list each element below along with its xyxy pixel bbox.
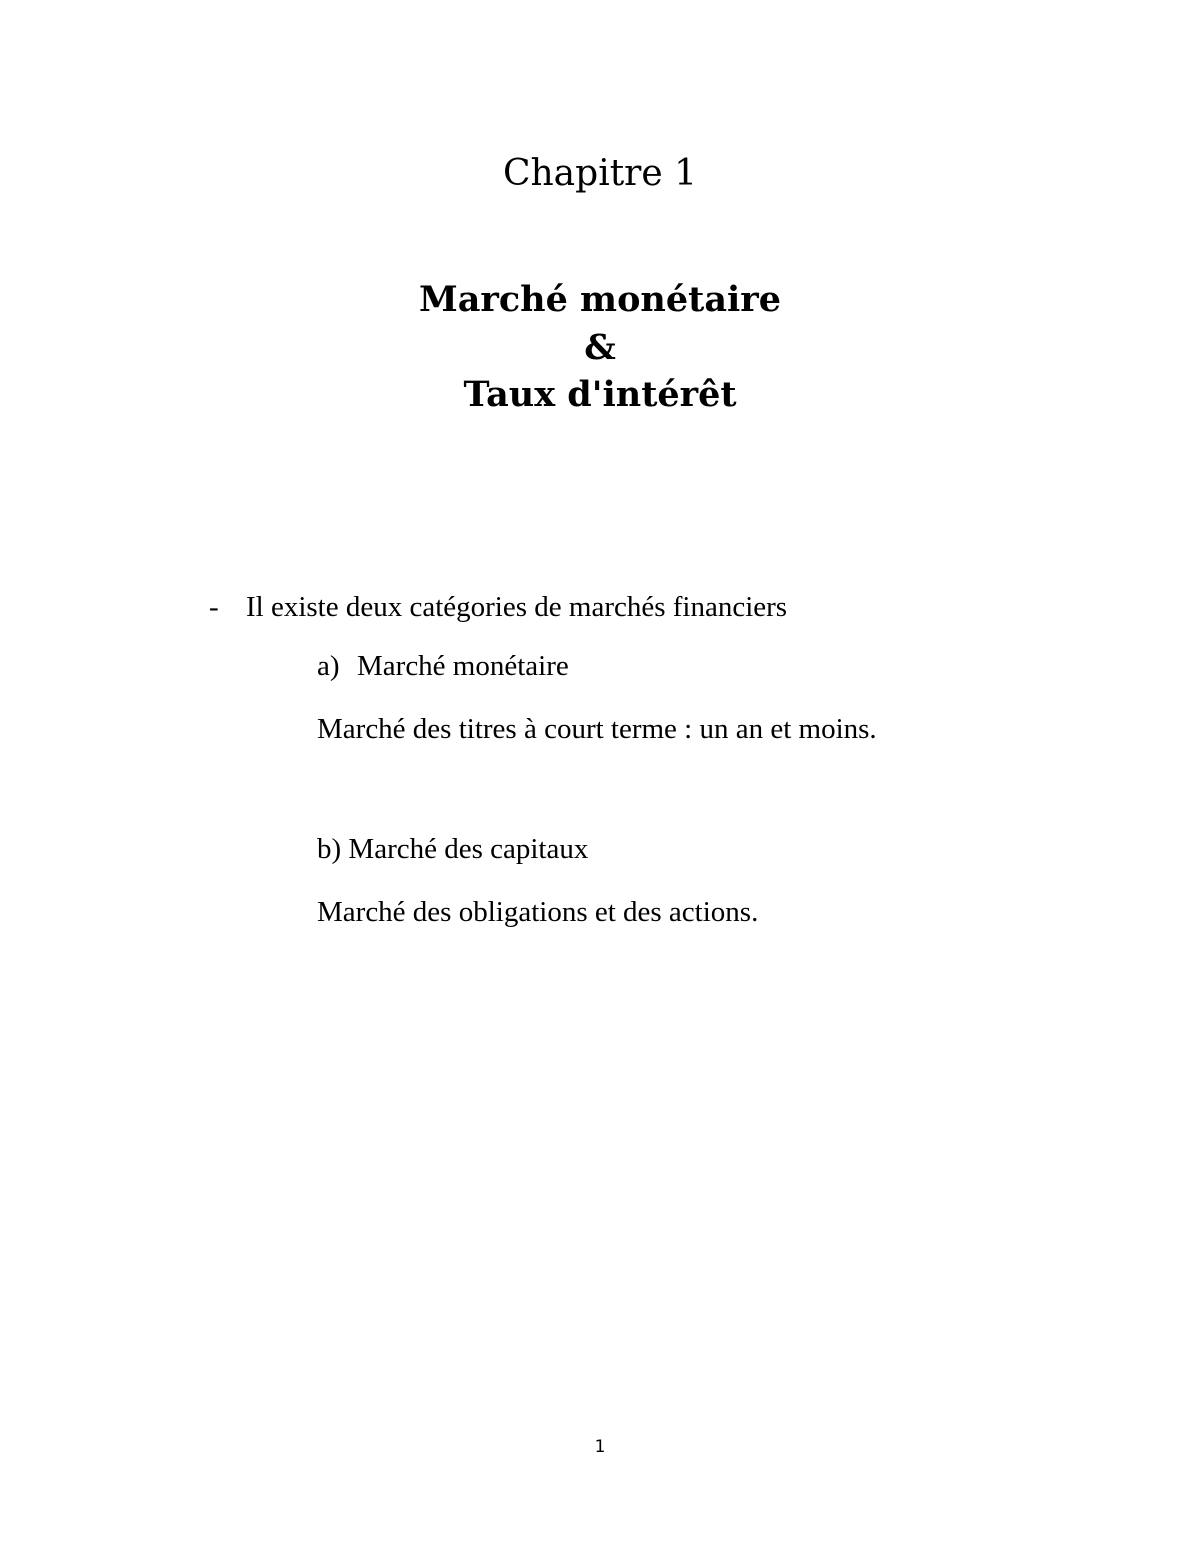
- page-number: 1: [594, 1437, 606, 1457]
- list-item-b-description: Marché des obligations et des actions.: [317, 896, 759, 928]
- list-item-a-title: Marché monétaire: [357, 650, 569, 682]
- chapter-heading: Chapitre 1: [502, 153, 698, 194]
- list-item-a-description: Marché des titres à court terme : un an et moins.: [317, 713, 877, 745]
- list-item-a-marker: a): [317, 650, 340, 682]
- bullet-marker: -: [209, 591, 219, 623]
- title-line-2: Taux d'intérêt: [463, 374, 737, 415]
- list-item-b-title: b) Marché des capitaux: [317, 833, 589, 865]
- title-ampersand: &: [584, 327, 616, 368]
- title-line-1: Marché monétaire: [418, 279, 781, 320]
- bullet-text: Il existe deux catégories de marchés financiers: [246, 591, 788, 623]
